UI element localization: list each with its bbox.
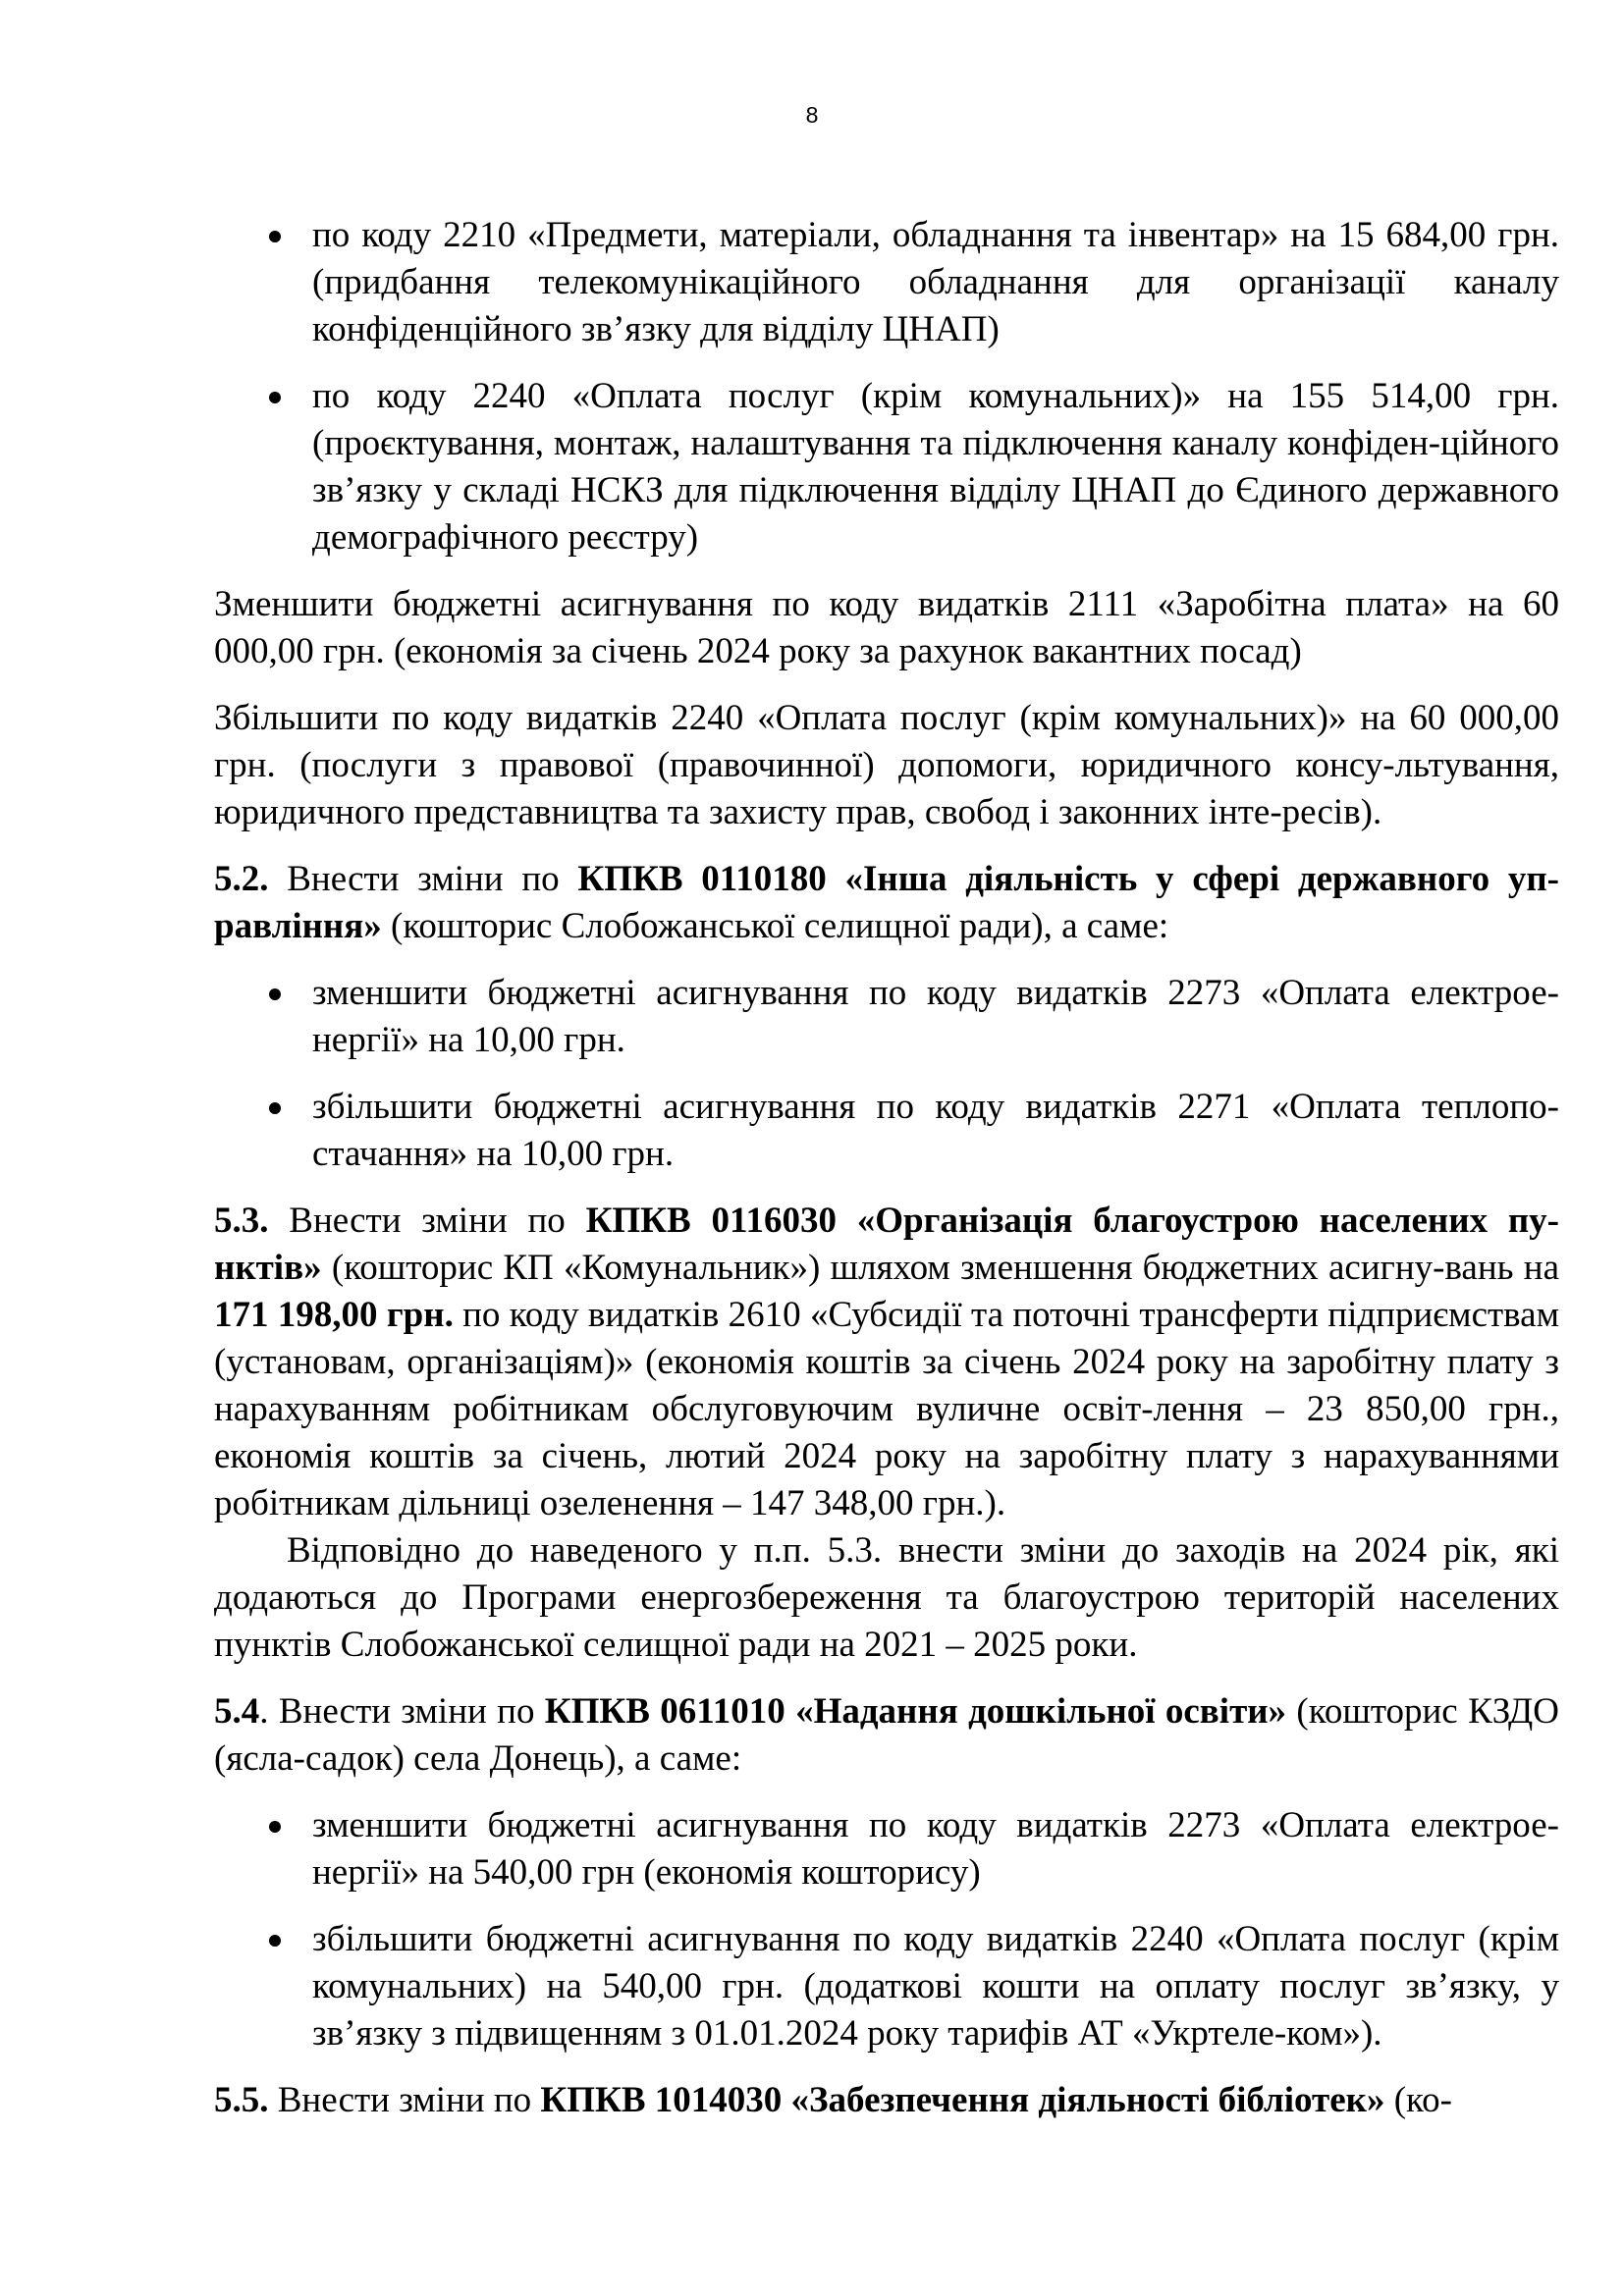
section-text: (кошторис КЗДО (ясла-садок) села Донець), а саме: — [214, 1691, 1559, 1779]
section-number: 5.3. — [214, 1201, 269, 1241]
section-text: Внести зміни по — [268, 1201, 586, 1241]
section-text: Внести зміни по — [268, 859, 578, 899]
section-text: . Внести зміни по — [259, 1691, 545, 1732]
list-item-text: зменшити бюджетні асигнування по коду видатків 2273 «Оплата електрое-нергії» на 10,00 грн. — [312, 973, 1559, 1060]
kpkv-title: КПКВ 0116030 «Організація благоустрою населених пу-нктів» — [214, 1201, 1559, 1288]
list-item — [214, 373, 1559, 561]
bullet-icon — [269, 1821, 281, 1833]
section-text: (ко- — [1384, 2080, 1452, 2120]
list-item — [214, 1084, 1559, 1178]
kpkv-title: КПКВ 0611010 «Надання дошкільної освіти» — [544, 1691, 1287, 1732]
bullet-list-codes — [214, 212, 1559, 561]
list-item-text: по коду 2210 «Предмети, матеріали, обладнання та інвентар» на 15 684,00 грн. (придбання телекомунікаційного обладнання для організації каналу конфіденційного зв’язку для відділу ЦНАП) — [312, 215, 1559, 349]
list-item-text: зменшити бюджетні асигнування по коду видатків 2273 «Оплата електрое-нергії» на 540,00 грн (економія кошторису) — [312, 1805, 1559, 1893]
list-item — [214, 970, 1559, 1064]
section-text: (кошторис КП «Комунальник») шляхом зменшення бюджетних асигну-вань на — [321, 1248, 1559, 1288]
bullet-icon — [269, 231, 281, 242]
kpkv-title: КПКВ 1014030 «Забезпечення діяльності бібліотек» — [540, 2080, 1385, 2120]
document-body — [214, 212, 1559, 2124]
list-item-text: збільшити бюджетні асигнування по коду видатків 2240 «Оплата послуг (крім комунальних) на 540,00 грн. (додаткові кошти на оплату послуг зв’язку, у зв’язку з підвищенням з 01.01.2024 року тарифів АТ «Укртеле-ком»). — [312, 1919, 1559, 2054]
section-number: 5.2. — [214, 859, 269, 899]
kpkv-title: КПКВ 0110180 «Інша діяльність у сфері державного уп-равління» — [214, 859, 1559, 946]
list-item — [214, 1802, 1559, 1896]
section-5-3 — [214, 1198, 1559, 1527]
section-number: 5.5. — [214, 2080, 269, 2120]
bullet-icon — [269, 1935, 281, 1947]
section-text: (кошторис Слобожанської селищної ради), а саме: — [381, 906, 1169, 946]
section-5-5 — [214, 2077, 1559, 2124]
paragraph-increase: Збільшити по коду видатків 2240 «Оплата послуг (крім комунальних)» на 60 000,00 грн. (послуги з правової (правочинної) допомоги, юридичного консу-льтування, юридичного представництва та захисту прав, свобод і законних інте-ресів). — [214, 698, 1559, 832]
bullet-icon — [269, 1102, 281, 1114]
bullet-list-5-4 — [214, 1802, 1559, 2057]
list-item-text: збільшити бюджетні асигнування по коду видатків 2271 «Оплата теплопо-стачання» на 10,00 грн. — [312, 1087, 1559, 1174]
section-5-3-followup: Відповідно до наведеного у п.п. 5.3. внести зміни до заходів на 2024 рік, які додаються до Програми енергозбереження та благоустрою територій населених пунктів Слобожанської селищної ради на 2021 – 2025 роки. — [214, 1530, 1559, 1665]
list-item — [214, 212, 1559, 353]
bullet-list-5-2 — [214, 970, 1559, 1178]
section-5-4 — [214, 1688, 1559, 1783]
page-number: 8 — [805, 102, 819, 128]
list-item — [214, 1916, 1559, 2057]
section-number: 5.4 — [214, 1691, 260, 1732]
bullet-icon — [269, 988, 281, 1000]
list-item-text: по коду 2240 «Оплата послуг (крім комунальних)» на 155 514,00 грн. (проєктування, монтаж, налаштування та підключення каналу конфіден-ційного зв’язку у складі НСКЗ для підключення відділу ЦНАП до Єдиного державного демографічного реєстру) — [312, 376, 1559, 558]
section-text: по коду видатків 2610 «Субсидії та поточні трансферти підприємствам (установам, організаціям)» (економія коштів за січень 2024 року на заробітну плату з нарахуванням робітникам обслуговуючим вуличне освіт-лення – 23 850,00 грн., економія коштів за січень, лютий 2024 року на заробітну плату з нарахуваннями робітникам дільниці озеленення – 147 348,00 грн.). — [214, 1295, 1559, 1523]
paragraph-reduce: Зменшити бюджетні асигнування по коду видатків 2111 «Заробітна плата» на 60 000,00 грн. (економія за січень 2024 року за рахунок вакантних посад) — [214, 584, 1559, 671]
section-5-2 — [214, 856, 1559, 950]
amount: 171 198,00 грн. — [214, 1295, 454, 1335]
section-text: Внести зміни по — [268, 2080, 541, 2120]
bullet-icon — [269, 392, 281, 403]
